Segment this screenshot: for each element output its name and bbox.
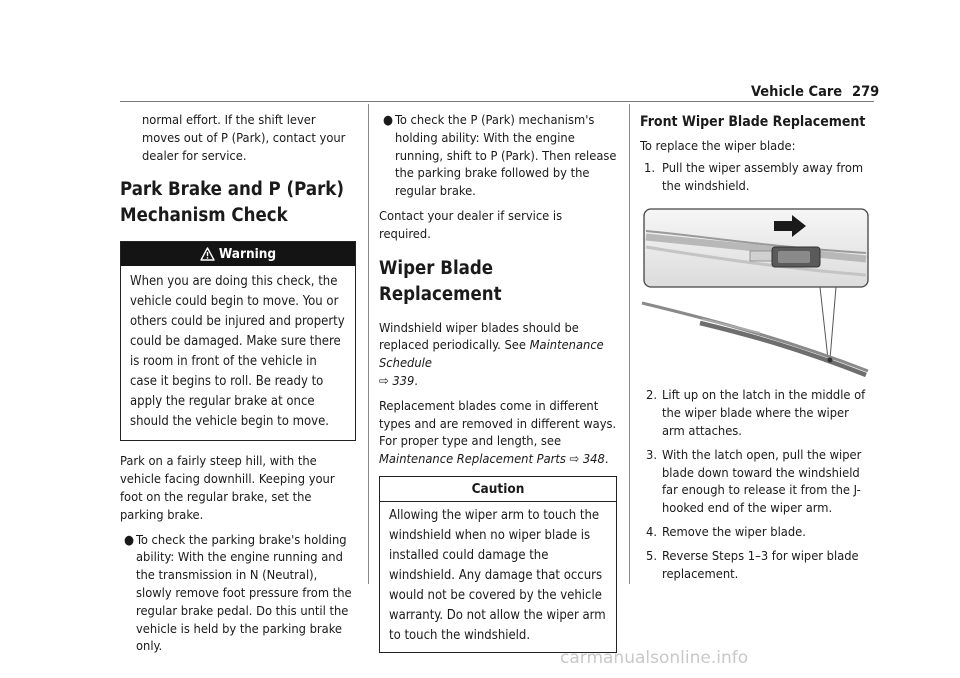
step-item: 5. Reverse Steps 1–3 for wiper blade replacement.	[646, 548, 859, 582]
page-ref-arrow-icon: ⇨	[379, 373, 389, 389]
wiper-blade	[700, 323, 866, 375]
step-item: 1. Pull the wiper assembly away from the windshield.	[644, 160, 864, 194]
caution-body: Allowing the wiper arm to touch the windshield when no wiper blade is installed could damage the windshield. Any damage that occurs would not be covered by the vehicle warranty. Do not allow the wiper arm to touch the windshield.	[389, 507, 606, 643]
warning-body: When you are doing this check, the vehicle could begin to move. You or others could be injured and property could be damaged. Make sure there is room in front of the vehicle in case it begins to roll. Be ready to apply the regular brake at once should the vehicle begin to move.	[130, 274, 345, 430]
caution-box	[379, 476, 617, 653]
list-item-text: To check the P (Park) mechanism's holding ability: With the engine running, shift to P (Park). Then release the parking brake followed by the regular brake.	[395, 113, 617, 200]
page-ref-339[interactable]: 339	[392, 373, 415, 389]
warning-triangle-icon	[200, 247, 215, 261]
wiper-para-2: Replacement blades come in different types and are removed in different ways. For proper type and length, see Maintenance Replacement Parts ⇨ 348.	[379, 398, 617, 468]
section-title: Vehicle Care	[751, 84, 843, 100]
wiper-heading: Wiper Blade Replacement	[379, 257, 502, 305]
contact-text: Contact your dealer if service is required.	[379, 208, 563, 242]
page-ref-348[interactable]: 348	[582, 452, 605, 468]
column-2	[379, 112, 617, 653]
warning-box	[120, 241, 356, 441]
column-divider-2	[629, 104, 630, 584]
step-item: 3. With the latch open, pull the wiper blade down toward the windshield far enough to release it from the J-hooked end of the wiper arm.	[646, 447, 862, 517]
caution-title: Caution	[380, 477, 616, 502]
column-1	[120, 112, 356, 663]
wiper-para-1: Windshield wiper blades should be replaced periodically. See Maintenance Schedule ⇨ 339.	[379, 320, 604, 389]
warning-title: Warning	[218, 246, 277, 263]
step-item: 4. Remove the wiper blade.	[646, 524, 806, 540]
intro-text: normal effort. If the shift lever moves out of P (Park), contact your dealer for service.	[142, 113, 346, 164]
list-item-text: To check the parking brake's holding ability: With the engine running and the transmission in N (Neutral), slowly remove foot pressure from the regular brake pedal. Do this until the vehicle is held by the parking brake only.	[136, 532, 352, 655]
step-item: 2. Lift up on the latch in the middle of the wiper blade where the wiper arm attaches.	[646, 388, 866, 439]
warning-header	[121, 242, 355, 266]
header-rule	[120, 101, 874, 102]
front-wiper-heading: Front Wiper Blade Replacement	[640, 114, 866, 130]
watermark: carmanualsonline.info	[560, 648, 749, 668]
maintenance-schedule-link[interactable]: Maintenance Schedule	[379, 338, 604, 372]
maintenance-parts-link[interactable]: Maintenance Replacement Parts	[379, 452, 566, 468]
park-hill-text: Park on a fairly steep hill, with the vehicle facing downhill. Keeping your foot on the regular brake, set the parking brake.	[120, 454, 335, 523]
list-item	[379, 112, 617, 201]
list-item	[120, 532, 356, 657]
park-brake-heading: Park Brake and P (Park) Mechanism Check	[120, 179, 344, 227]
page-number: 279	[852, 84, 880, 100]
steps-intro: To replace the wiper blade:	[640, 139, 796, 154]
page-ref-arrow-icon: ⇨	[569, 452, 580, 468]
wiper-para-1-text: Windshield wiper blades should be replaced periodically. See	[379, 320, 579, 354]
bullet-icon: ●	[124, 532, 135, 548]
column-divider-1	[368, 104, 369, 584]
column-3	[640, 112, 874, 589]
wiper-figure	[640, 207, 872, 377]
steps-list	[640, 160, 874, 584]
bullet-icon: ●	[383, 113, 394, 128]
wiper-para-2-text: Replacement blades come in different types and are removed in different ways. For proper type and length, see	[379, 398, 617, 450]
